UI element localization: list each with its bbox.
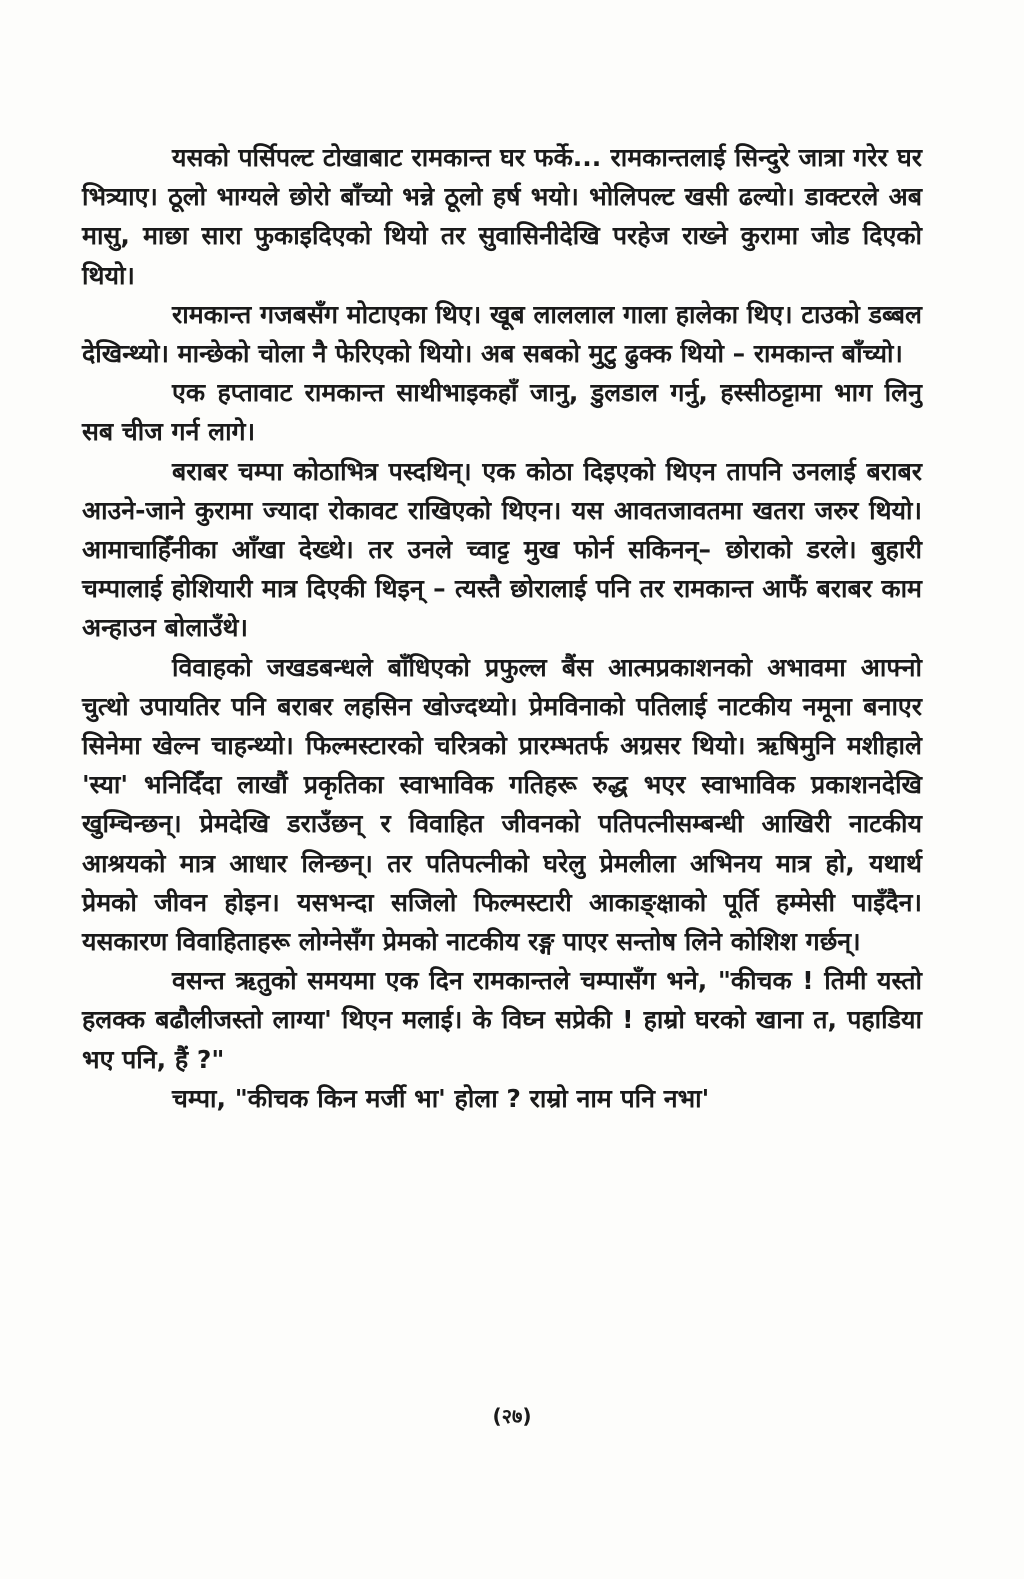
paragraph-1: यसको पर्सिपल्ट टोखाबाट रामकान्त घर फर्के... रामकान्तलाई सिन्दुरे जात्रा गरेर घर भित्र्याए। ठूलो भाग्यले छोरो बाँच्यो भन्ने ठूलो हर्ष भयो। भोलिपल्ट खसी ढल्यो। डाक्टरले अब मासु, माछा सारा फुकाइदिएको थियो तर सुवासिनीदेखि परहेज राख्ने कुरामा जोड दिएको थियो। [82,143,922,290]
paragraph-6: वसन्त ऋतुको समयमा एक दिन रामकान्तले चम्पासँग भने, "कीचक ! तिमी यस्तो हलक्क बढौलीजस्तो लाग्या' थिएन मलाई। के विघ्न सप्रेकी ! हाम्रो घरको खाना त, पहाडिया भए पनि, हैं ?" [82,966,922,1074]
paragraph-4: बराबर चम्पा कोठाभित्र पस्दथिन्। एक कोठा दिइएको थिएन तापनि उनलाई बराबर आउने-जाने कुरामा ज्यादा रोकावट राखिएको थिएन। यस आवतजावतमा खतरा जरुर थियो। आमाचाहिँनीका आँखा देख्थे। तर उनले च्वाट्ट मुख फोर्न सकिनन्– छोराको डरले। बुहारी चम्पालाई होशियारी मात्र दिएकी थिइन् – त्यस्तै छोरालाई पनि तर रामकान्त आफैं बराबर काम अन्हाउन बोलाउँथे। [82,456,922,643]
paragraph-5: विवाहको जखडबन्धले बाँधिएको प्रफुल्ल बैंस आत्मप्रकाशनको अभावमा आफ्नो चुत्थो उपायतिर पनि बराबर लहसिन खोज्दथ्यो। प्रेमविनाको पतिलाई नाटकीय नमूना बनाएर सिनेमा खेल्न चाहन्थ्यो। फिल्मस्टारको चरित्रको प्रारम्भतर्फ अग्रसर थियो। ऋषिमुनि मशीहाले 'स्या' भनिदिँदा लाखौं प्रकृतिका स्वाभाविक गतिहरू रुद्ध भएर स्वाभाविक प्रकाशनदेखि खुम्चिन्छन्। प्रेमदेखि डराउँछन् र विवाहित जीवनको पतिपत्नीसम्बन्धी आखिरी नाटकीय आश्रयको मात्र आधार लिन्छन्। तर पतिपत्नीको घरेलु प्रेमलीला अभिनय मात्र हो, यथार्थ प्रेमको जीवन होइन। यसभन्दा सजिलो फिल्मस्टारी आकाङ्क्षाको पूर्ति हम्मेसी पाइँदैन। यसकारण विवाहिताहरू लोग्नेसँग प्रेमको नाटकीय रङ्ग पाएर सन्तोष लिने कोशिश गर्छन्। [82,652,922,957]
paragraph-7: चम्पा, "कीचक किन मर्जी भा' होला ? राम्रो नाम पनि नभा' [172,1083,710,1113]
body-text [82,138,922,1118]
page-number: (२७) [492,1404,532,1428]
paragraph-2: रामकान्त गजबसँग मोटाएका थिए। खूब लाललाल गाला हालेका थिए। टाउको डब्बल देखिन्थ्यो। मान्छेको चोला नै फेरिएको थियो। अब सबको मुटु ढुक्क थियो – रामकान्त बाँच्यो। [82,299,922,369]
paragraph-3: एक हप्तावाट रामकान्त साथीभाइकहाँ जानु, डुलडाल गर्नु, हस्सीठट्टामा भाग लिनु सब चीज गर्न लागे। [82,378,922,447]
